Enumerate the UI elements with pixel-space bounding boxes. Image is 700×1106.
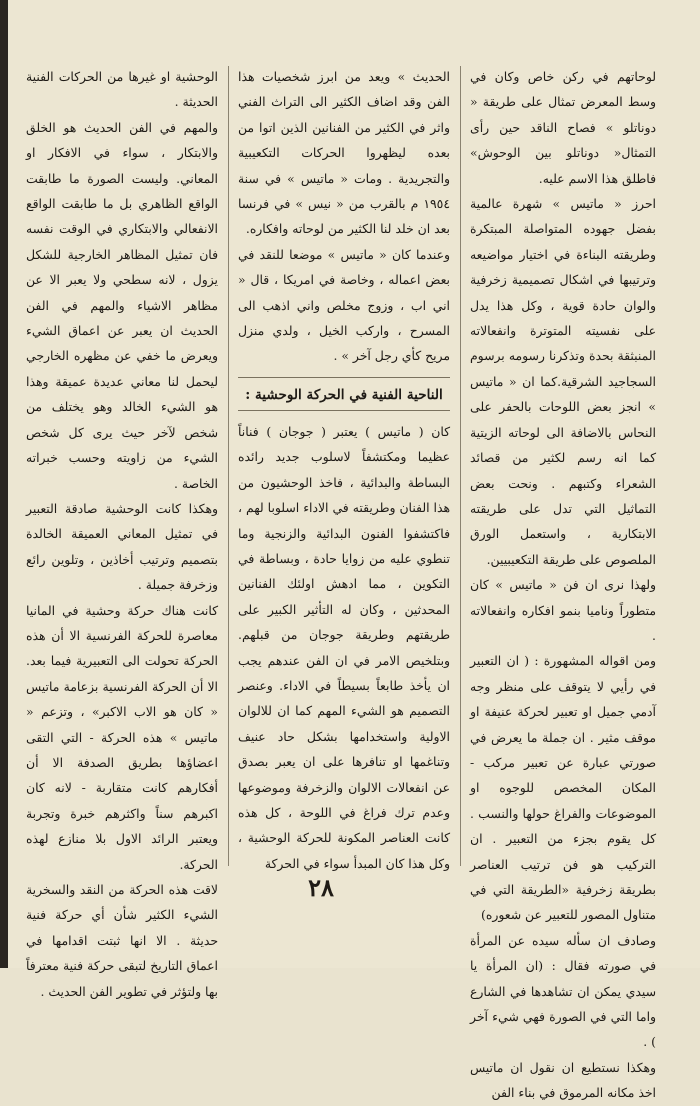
- right-paragraph-3: ولهذا نرى ان فن « ماتيس » كان متطوراً وناميا بنمو افكاره وانفعالاته .: [470, 577, 656, 643]
- right-paragraph-1: لوحاتهم في ركن خاص وكان في وسط المعرض تمثال على طريقة « دوناتلو » فصاح الناقد حين رأى التمثال« دوناتلو بين الوحوش» فاطلق هذا الاسم عليه.: [470, 69, 656, 186]
- section-heading: الناحية الفنية في الحركة الوحشية :: [238, 377, 450, 411]
- left-paragraph-3: وهكذا كانت الوحشية صادقة التعبير في تمثيل المعاني العميقة الخالدة بتصميم وترتيب أخاذين ، وتلوين رائع وزخرفة جميلة .: [26, 500, 218, 593]
- right-paragraph-5: وصادف ان سأله سيده عن المرأة في صورته فقال : (ان المرأة يا سيدي يمكن ان تشاهدها في الشارع واما التي في الصورة فهي شيء آخر ) .: [470, 932, 656, 1050]
- left-column: [26, 64, 218, 1004]
- right-paragraph-6: وهكذا نستطيع ان نقول ان ماتيس اخذ مكانه المرموق في بناء الفن: [470, 1059, 656, 1101]
- left-paragraph-2: والمهم في الفن الحديث هو الخلق والابتكار ، سواء في الافكار او المعاني. وليست الصورة ما طابقت الواقع الظاهري بل ما طابقت الواقع الانفعالي والابتكاري في الوقت نفسه فان تمثيل المظاهر الخارجية للشكل يزول ، لانه سطحي ولا يعبر الا عن مظاهر الاشياء والمهم في الفن الحديث ان يعبر عن اعماق الشيء ويعرض ما خفي عن مظهره الخارجي ليحمل لنا معاني عديدة عميقة وهذا هو الشيء الخالد وهو يختلف من شخص لآخر حيث يرى كل شخص الشيء من زاويته وحسب خبراته الخاصة .: [26, 119, 218, 491]
- middle-paragraph-2: وعندما كان « ماتيس » موضعا للنقد في بعض اعماله ، وخاصة في امريكا ، قال « اني اب ، وزوج مخلص واني اذهب الى المسرح ، واركب الخيل ، ولدي منزل مريح كأي رجل آخر » .: [238, 246, 450, 364]
- left-paragraph-4: كانت هناك حركة وحشية في المانيا معاصرة للحركة الفرنسية الا أن هذه الحركة تحولت الى التعبيرية فيما بعد. الا أن الحركة الفرنسية بزعامة ماتيس « كان هو الاب الاكبر» ، وتزعم « ماتيس » هذه الحركة - التي التقى اعضاؤها بطريق الصدفة الا أن أفكارهم كانت متقاربة - لانه كان اكبرهم سناً واكثرهم خبرة وتجربة ويعتبر الرائد الاول بلا منازع لهذه الحركة.: [26, 602, 218, 872]
- page-number: ٢٨: [308, 873, 334, 902]
- right-column: [470, 64, 656, 1106]
- left-paragraph-1: الوحشية او غيرها من الحركات الفنية الحديثة .: [26, 69, 218, 110]
- middle-paragraph-3: كان ( ماتيس ) يعتبر ( جوجان ) فناناً عظيما ومكتشفاً لاسلوب جديد رائده البساطة والبدائية ، فاخذ الوحشيون من هذا الفنان وطريقته في الاداء اسلوبا لهم ، فاكتشفوا الفنون البدائية والزنجية وما تنطوي عليه من زوايا حادة ، وبساطة في التكوين ، مما ادهش اولئك الفنانين المحدثين ، وكان له التأثير الكبير على طريقتهم وطريقة جوجان من قبلهم. وبتلخيص الامر في ان الفن عندهم يجب ان يأخذ طابعاً بسيطاً في الاداء. وعنصر التصميم هو الشيء المهم كما ان للالوان الاولية واستخدامها بشكل حاد عنيف وتناغمها او تنافرها على ان يعبر بصدق عن انفعالات الالوان والزخرفة وموضوعها وعدم ترك فراغ في اللوحة ، كل هذه كانت العناصر المكونة للحركة الوحشية ، وكل هذا كان المبدأ سواء في الحركة: [238, 423, 450, 871]
- left-paragraph-5: لاقت هذه الحركة من النقد والسخرية الشيء الكثير شأن أي حركة فنية حديثة . الا انها ثبتت اقدامها في اعماق التاريخ لتبقى حركة فنية معترفاً بها ولتؤثر في تطوير الفن الحديث .: [26, 882, 218, 999]
- right-paragraph-2: احرز « ماتيس » شهرة عالمية بفضل جهوده المتواصلة المبتكرة وطريقته البناءة في اختيار مواضيعه وترتيبها في اشكال تصميمية زخرفية والوان حادة قوية ، وكل هذا يدل على نفسيته المتوترة وانفعالاته المنبثقة بحدة وتذكرنا رسومه برسوم السجاجيد الشرقية.كما ان « ماتيس » انجز بعض اللوحات بالحفر على النحاس بالاضافة الى لوحاته الزيتية كما انه رسم لكثير من قصائد الشعراء وكتبهم . ونحت بعض التماثيل التي تدل على طريقته الابتكارية ، واستعمل الورق الملصوص على طريقة التكعيبيين.: [470, 196, 656, 567]
- column-divider-right: [460, 66, 461, 866]
- column-divider-left: [228, 66, 229, 866]
- middle-column: [238, 64, 450, 876]
- middle-paragraph-1: الحديث » ويعد من ابرز شخصيات هذا الفن وقد اضاف الكثير الى التراث الفني واثر في الكثير من الفنانين الذين اتوا من بعده ليظهروا الحركات التكعيبية والتجريدية . ومات « ماتيس » في سنة ١٩٥٤ م بالقرب من « نيس » في فرنسا بعد ان خلد لنا الكثير من لوحاته وافكاره.: [238, 69, 450, 237]
- right-paragraph-4: ومن اقواله المشهورة : ( ان التعبير في رأيي لا يتوقف على منظر وجه آدمي جميل او تعبير لحركة عنيفة او موقف مثير . ان جملة ما يعرض في صورتي عبارة عن تعبير مركب - المكان المخصص للوجوه او الموضوعات والفراغ حولها والنسب . كل يقوم بجزء من التعبير . ان التركيب هو فن ترتيب العناصر بطريقة زخرفية «الطريقة التي في متناول المصور للتعبير عن شعوره): [470, 653, 656, 923]
- binding-edge: [0, 0, 8, 968]
